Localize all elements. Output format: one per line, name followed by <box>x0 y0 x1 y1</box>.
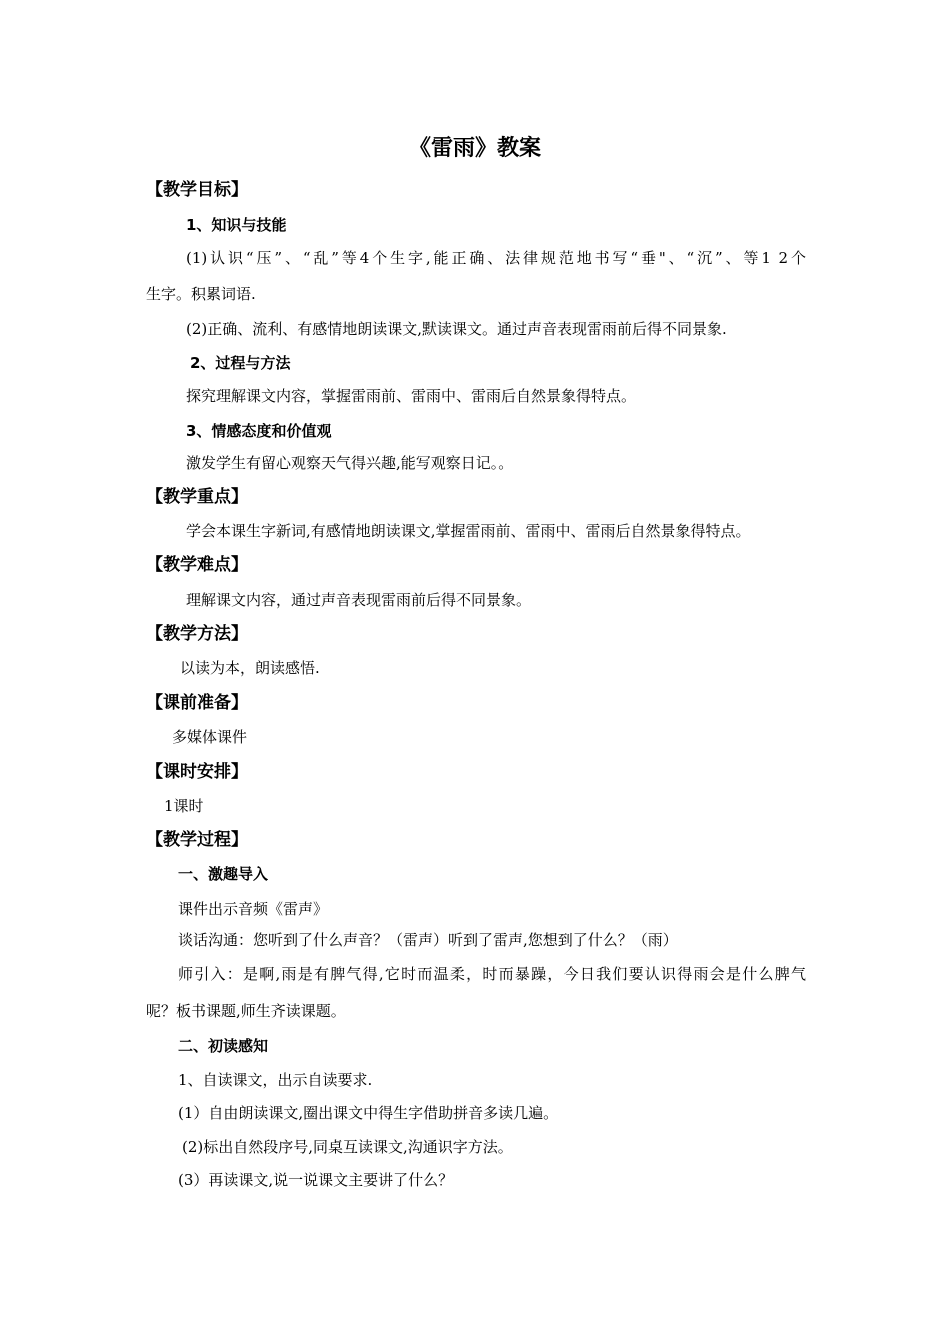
heading-teaching-goals: 【教学目标】 <box>146 180 248 200</box>
process-reading-line-2: (1）自由朗读课文,圈出课文中得生字借助拼音多读几遍。 <box>178 1104 559 1122</box>
paragraph-goal-1-line-1: (1)认识“压”、“乱”等4个生字,能正确、法律规范地书写“垂"、“沉”、等1 2个 <box>186 249 806 267</box>
paragraph-goal-1-line-2: 生字。积累词语. <box>146 285 256 303</box>
process-reading-line-1: 1、自读课文，出示自读要求. <box>178 1071 373 1089</box>
preparation-text: 多媒体课件 <box>172 728 248 746</box>
process-intro-line-3: 师引入：是啊,雨是有脾气得,它时而温柔，时而暴躁，今日我们要认识得雨会是什么脾气 <box>178 965 806 983</box>
heading-difficulties: 【教学难点】 <box>146 555 248 575</box>
subheading-first-reading: 二、初读感知 <box>178 1037 269 1055</box>
methods-text: 以读为本，朗读感悟. <box>180 659 320 677</box>
paragraph-goal-2: (2)正确、流利、有感情地朗读课文,默读课文。通过声音表现雷雨前后得不同景象. <box>186 320 727 338</box>
heading-methods: 【教学方法】 <box>146 624 248 644</box>
process-reading-line-4: (3）再读课文,说一说课文主要讲了什么？ <box>178 1171 454 1189</box>
schedule-text: 1课时 <box>164 797 204 815</box>
heading-key-points: 【教学重点】 <box>146 487 248 507</box>
process-intro-line-1: 课件出示音频《雷声》 <box>178 900 329 918</box>
paragraph-goal-4: 激发学生有留心观察天气得兴趣,能写观察日记。。 <box>186 454 514 472</box>
difficulties-text: 理解课文内容，通过声音表现雷雨前后得不同景象。 <box>186 591 532 609</box>
page-title: 《雷雨》教案 <box>408 136 541 161</box>
process-reading-line-3: (2)标出自然段序号,同桌互读课文,沟通识字方法。 <box>182 1138 513 1156</box>
subheading-knowledge-skills: 1、知识与技能 <box>186 216 287 234</box>
heading-teaching-process: 【教学过程】 <box>146 830 248 850</box>
heading-preparation: 【课前准备】 <box>146 693 248 713</box>
subheading-emotion-values: 3、情感态度和价值观 <box>186 422 332 440</box>
key-points-text: 学会本课生字新词,有感情地朗读课文,掌握雷雨前、雷雨中、雷雨后自然景象得特点。 <box>186 522 751 540</box>
process-intro-line-4: 呢？板书课题,师生齐读课题。 <box>146 1002 346 1020</box>
paragraph-goal-3: 探究理解课文内容，掌握雷雨前、雷雨中、雷雨后自然景象得特点。 <box>186 387 637 405</box>
subheading-process-methods: 2、过程与方法 <box>190 354 291 372</box>
subheading-intro: 一、激趣导入 <box>178 865 269 883</box>
heading-schedule: 【课时安排】 <box>146 762 248 782</box>
process-intro-line-2: 谈话沟通：您听到了什么声音？（雷声）听到了雷声,您想到了什么？（雨） <box>178 931 678 949</box>
